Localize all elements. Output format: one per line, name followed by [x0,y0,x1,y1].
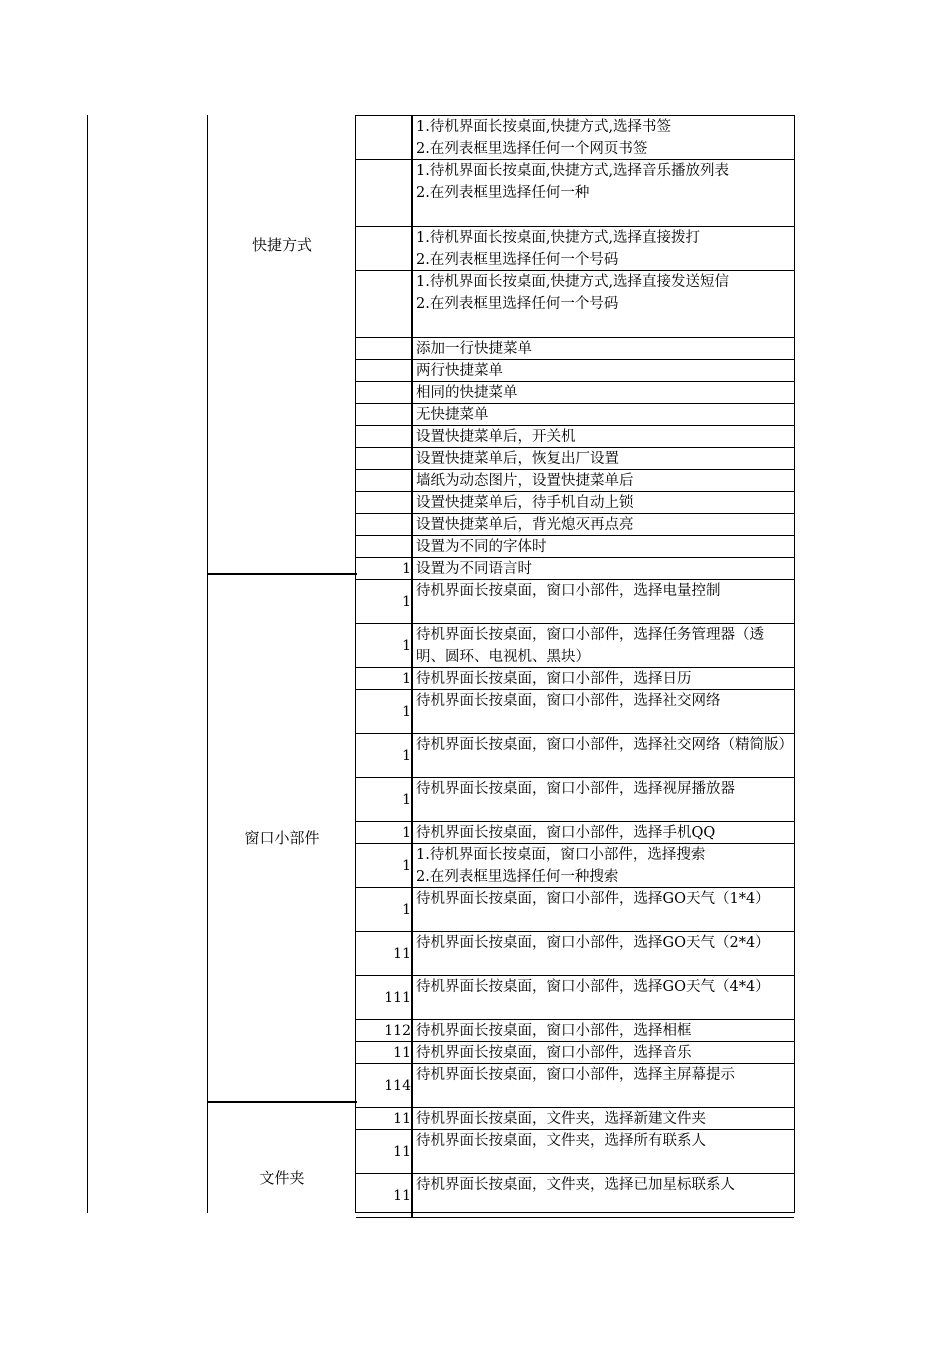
row-step-text: 待机界面长按桌面，窗口小部件，选择视屏播放器 [416,781,735,797]
column-divider [411,932,413,976]
column-divider [411,514,413,536]
table-row [356,271,794,338]
table-row [356,338,794,360]
table-row [356,1108,794,1130]
row-number: 1 [402,561,411,577]
table-row [356,976,794,1020]
row-step-text: 待机界面长按桌面，窗口小部件，选择GO天气（4*4） [416,979,770,995]
row-step-text: 待机界面长按桌面，窗口小部件，选择相框 [416,1023,692,1039]
row-number: 1 [402,792,411,808]
row-number: 11 [393,1144,411,1160]
column-divider [411,1064,413,1108]
row-step-text: 添加一行快捷菜单 [416,341,532,357]
column-divider [411,844,413,888]
row-number: 114 [384,1078,411,1094]
table-row [356,448,794,470]
table-row [356,382,794,404]
row-step-text: 待机界面长按桌面，窗口小部件，选择电量控制 [416,583,721,599]
table-row [356,734,794,778]
column-divider [411,1020,413,1042]
table-row [356,1130,794,1174]
table-row [356,404,794,426]
column-divider [411,822,413,844]
column-divider [411,360,413,382]
table-row [356,932,794,976]
column-divider [411,382,413,404]
row-step-text: 待机界面长按桌面，窗口小部件，选择GO天气（2*4） [416,935,770,951]
table-row [356,426,794,448]
row-step-text: 待机界面长按桌面，窗口小部件，选择GO天气（1*4） [416,891,770,907]
column-divider [411,778,413,822]
table-row [356,492,794,514]
column-divider [411,734,413,778]
test-case-table [355,115,795,1213]
table-row [356,580,794,624]
row-step-text: 1.待机界面长按桌面,快捷方式,选择直接拨打 2.在列表框里选择任何一个号码 [416,230,701,268]
category-left-rule [207,115,208,1213]
column-divider [411,1108,413,1130]
row-step-text: 1.待机界面长按桌面,快捷方式,选择音乐播放列表 2.在列表框里选择任何一种 [416,163,730,201]
row-number: 11 [393,1188,411,1204]
row-step-text: 待机界面长按桌面，窗口小部件，选择手机QQ [416,825,716,841]
row-step-text: 待机界面长按桌面，窗口小部件，选择社交网络（精简版） [416,737,793,753]
row-step-text: 1.待机界面长按桌面,快捷方式,选择直接发送短信 2.在列表框里选择任何一个号码 [416,274,730,312]
row-step-text: 待机界面长按桌面，窗口小部件，选择音乐 [416,1045,692,1061]
row-step-text: 待机界面长按桌面，窗口小部件，选择主屏幕提示 [416,1067,735,1083]
column-divider [411,404,413,426]
column-divider [411,470,413,492]
row-number: 1 [402,638,411,654]
column-divider [411,1174,413,1218]
row-step-text: 设置为不同语言时 [416,561,532,577]
column-divider [411,116,413,160]
column-divider [411,690,413,734]
row-step-text: 待机界面长按桌面，文件夹，选择所有联系人 [416,1133,706,1149]
column-divider [411,888,413,932]
table-row [356,116,794,160]
column-divider [411,160,413,227]
table-row [356,1020,794,1042]
row-step-text: 设置快捷菜单后，恢复出厂设置 [416,451,619,467]
row-number: 1 [402,594,411,610]
table-row [356,1042,794,1064]
column-divider [411,338,413,360]
row-number: 11 [393,946,411,962]
column-divider [411,558,413,580]
outer-left-rule [87,115,88,1213]
row-step-text: 设置快捷菜单后，背光熄灭再点亮 [416,517,634,533]
table-row [356,778,794,822]
row-step-text: 设置为不同的字体时 [416,539,547,555]
column-divider [411,580,413,624]
row-step-text: 两行快捷菜单 [416,363,503,379]
section-label-widgets: 窗口小部件 [244,829,320,847]
row-number: 11 [393,1045,411,1061]
row-number: 1 [402,704,411,720]
table-row [356,888,794,932]
column-divider [411,624,413,668]
table-row [356,558,794,580]
row-number: 11 [393,1111,411,1127]
row-step-text: 设置快捷菜单后，开关机 [416,429,576,445]
row-step-text: 待机界面长按桌面，窗口小部件，选择社交网络 [416,693,721,709]
row-number: 1 [402,902,411,918]
row-step-text: 墙纸为动态图片，设置快捷菜单后 [416,473,634,489]
table-row [356,536,794,558]
row-number: 1 [402,825,411,841]
column-divider [411,536,413,558]
column-divider [411,668,413,690]
row-step-text: 待机界面长按桌面，文件夹，选择新建文件夹 [416,1111,706,1127]
row-number: 111 [384,990,411,1006]
column-divider [411,1130,413,1174]
table-row [356,1064,794,1108]
row-step-text: 无快捷菜单 [416,407,489,423]
row-number: 1 [402,858,411,874]
row-step-text: 设置快捷菜单后，待手机自动上锁 [416,495,634,511]
column-divider [411,227,413,271]
table-row [356,668,794,690]
row-number: 1 [402,671,411,687]
table-row [356,844,794,888]
table-row [356,690,794,734]
table-row [356,822,794,844]
column-divider [411,976,413,1020]
section-divider [207,1101,357,1103]
column-divider [411,448,413,470]
row-step-text: 待机界面长按桌面，窗口小部件，选择日历 [416,671,692,687]
section-label-folders: 文件夹 [259,1169,305,1187]
table-row [356,160,794,227]
row-number: 1 [402,748,411,764]
row-step-text: 待机界面长按桌面，窗口小部件，选择任务管理器（透明、圆环、电视机、黑块） [416,627,764,665]
row-step-text: 1.待机界面长按桌面，窗口小部件，选择搜索 2.在列表框里选择任何一种搜索 [416,847,706,885]
table-row [356,470,794,492]
column-divider [411,492,413,514]
table-row [356,1174,794,1218]
row-step-text: 相同的快捷菜单 [416,385,518,401]
row-number: 112 [384,1023,411,1039]
table-row [356,624,794,668]
row-step-text: 待机界面长按桌面，文件夹，选择已加星标联系人 [416,1177,735,1193]
table-row [356,514,794,536]
column-divider [411,271,413,338]
section-label-shortcuts: 快捷方式 [251,236,312,254]
section-divider [207,573,357,575]
table-row [356,227,794,271]
row-step-text: 1.待机界面长按桌面,快捷方式,选择书签 2.在列表框里选择任何一个网页书签 [416,119,672,157]
column-divider [411,426,413,448]
column-divider [411,1042,413,1064]
table-row [356,360,794,382]
